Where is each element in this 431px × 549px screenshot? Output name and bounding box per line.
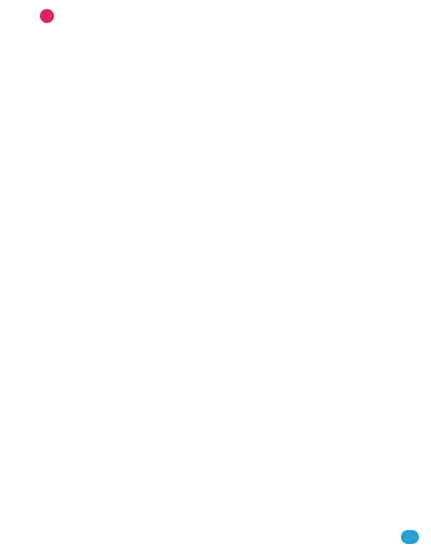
question-number-badge: [40, 9, 54, 23]
page-number-badge: [401, 530, 419, 544]
